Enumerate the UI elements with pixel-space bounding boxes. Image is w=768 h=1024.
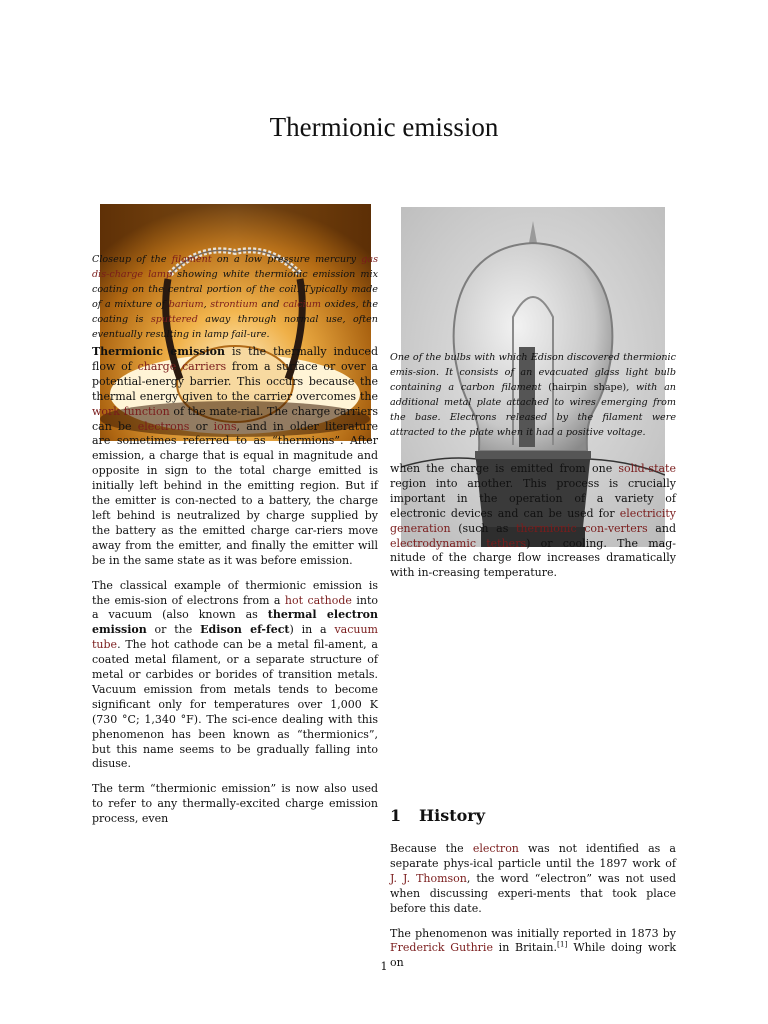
text-run: showing white thermionic emission mix coating on the central portion of the coil. Typically made of a mixture of <box>92 269 378 310</box>
inline-link[interactable]: sputtered <box>150 314 198 325</box>
inline-link[interactable]: electron <box>472 842 519 855</box>
inline-link[interactable]: solid-state <box>618 462 676 475</box>
inline-link[interactable]: calcium <box>283 299 321 310</box>
inline-link[interactable]: electrons <box>137 419 190 433</box>
figure-2-caption <box>390 350 676 440</box>
text-run: , <box>203 299 211 310</box>
paragraph <box>92 782 378 827</box>
text-run: of the mate-rial. The charge carriers can be <box>92 404 378 433</box>
right-body <box>390 462 676 591</box>
text-run: when the charge is emitted from one <box>390 462 619 475</box>
inline-link[interactable]: filament <box>171 254 212 265</box>
inline-link[interactable]: barium <box>168 299 204 310</box>
bold-term: thermal electron emission <box>92 608 378 637</box>
text-run: , with an additional metal plate attached to wires emerging from the base. Electrons released by the filament were attracted to the plate when it had a positive voltage. <box>390 382 676 438</box>
bold-term: Edison ef-fect <box>200 623 290 637</box>
inline-link[interactable]: electricity generation <box>390 506 676 535</box>
bold-term: Thermionic emission <box>92 345 226 358</box>
text-run: away through normal use, often eventually resulting in lamp fail-ure. <box>92 314 378 340</box>
paragraph <box>92 345 378 569</box>
text-run: , and in older literature are sometimes referred to as “thermions”. After emission, a charge that is equal in magnitude and opposite in sign to the total charge emitted is initially left behind in the emitting region. But if the emitter is con-nected to a battery, the charge left behind is neutralized by charge supplied by the battery as the emitted charge car-riers move away from the emitter, and finally the emitter will be in the same state as it was before emission. <box>92 419 378 567</box>
paragraph <box>390 462 676 581</box>
text-run: in Britain. <box>492 941 557 955</box>
text-run: , the word “electron” was not used when discussing experi-ments that took place before this date. <box>390 871 676 915</box>
text-run: and <box>257 299 284 310</box>
inline-link[interactable]: ions <box>213 419 237 433</box>
paragraph <box>92 579 378 773</box>
text-run: ) in a <box>289 623 335 637</box>
paragraph <box>390 842 676 917</box>
text-run: (such as <box>450 521 516 535</box>
text-run: The term “thermionic emission” is now also used to refer to any thermally-excited charge emission process, even <box>92 782 378 826</box>
text-run: Closeup of the <box>92 254 172 265</box>
section-number: 1 <box>390 806 402 825</box>
text-run: While doing work on <box>390 941 676 970</box>
inline-link[interactable]: gas dis-charge lamp <box>92 254 378 280</box>
inline-link[interactable]: hot cathode <box>284 593 352 607</box>
text-run: (hairpin shape) <box>548 382 627 393</box>
text-run: The classical example of thermionic emission is the emis-sion of electrons from a <box>92 578 378 607</box>
section-heading-history <box>390 806 485 825</box>
text-run: and <box>647 521 676 535</box>
inline-link[interactable]: Frederick Guthrie <box>390 941 493 955</box>
text-run: or the <box>146 623 201 637</box>
text-run: into a vacuum (also known as <box>92 593 378 622</box>
text-run: Because the <box>390 842 473 855</box>
inline-link[interactable]: work function <box>92 404 170 418</box>
inline-link[interactable]: charge carriers <box>137 359 227 373</box>
text-run: oxides, the coating is <box>92 299 379 325</box>
text-run: from a surface or over a potential-energy barrier. This occurs because the thermal energy given to the carrier overcomes the <box>92 359 378 403</box>
text-run: region into another. This process is crucially important in the operation of a variety of electronic devices and can be used for <box>390 476 676 520</box>
text-run: One of the bulbs with which Edison discovered thermionic emis-sion. It consists of an evacuated glass light bulb containing a carbon filament <box>390 352 676 393</box>
section-title: History <box>419 806 485 825</box>
text-run: is the thermally induced flow of <box>92 345 378 373</box>
figure-1-caption <box>92 252 378 342</box>
text-run: or <box>189 419 214 433</box>
page-number: 1 <box>380 960 388 973</box>
text-run: The phenomenon was initially reported in 1873 by <box>390 926 676 940</box>
inline-link[interactable]: thermionic con-verters <box>516 521 648 535</box>
citation-ref[interactable]: [1] <box>556 939 568 949</box>
inline-link[interactable]: vacuum tube <box>92 623 378 652</box>
inline-link[interactable]: electrodynamic tethers <box>390 536 527 550</box>
text-run: on a low pressure mercury <box>211 254 362 265</box>
page-title: Thermionic emission <box>269 112 499 142</box>
text-run: ) or cooling. The mag-nitude of the charge flow increases dramatically with in-creasing temperature. <box>390 536 676 580</box>
text-run: . The hot cathode can be a metal fil-ament, a coated metal filament, or a separate structure of metal or carbides or borides of transition metals. Vacuum emission from metals tends to become significant only for temperatures over 1,000 K (730 °C; 1,340 °F). The sci-ence dealing with this phenomenon has been known as “thermionics”, but this name seems to be gradually falling into disuse. <box>92 638 378 771</box>
left-body <box>92 345 378 837</box>
inline-link[interactable]: J. J. Thomson <box>390 871 467 885</box>
inline-link[interactable]: strontium <box>210 299 258 310</box>
text-run: was not identified as a separate phys-ical particle until the 1897 work of <box>390 842 676 870</box>
